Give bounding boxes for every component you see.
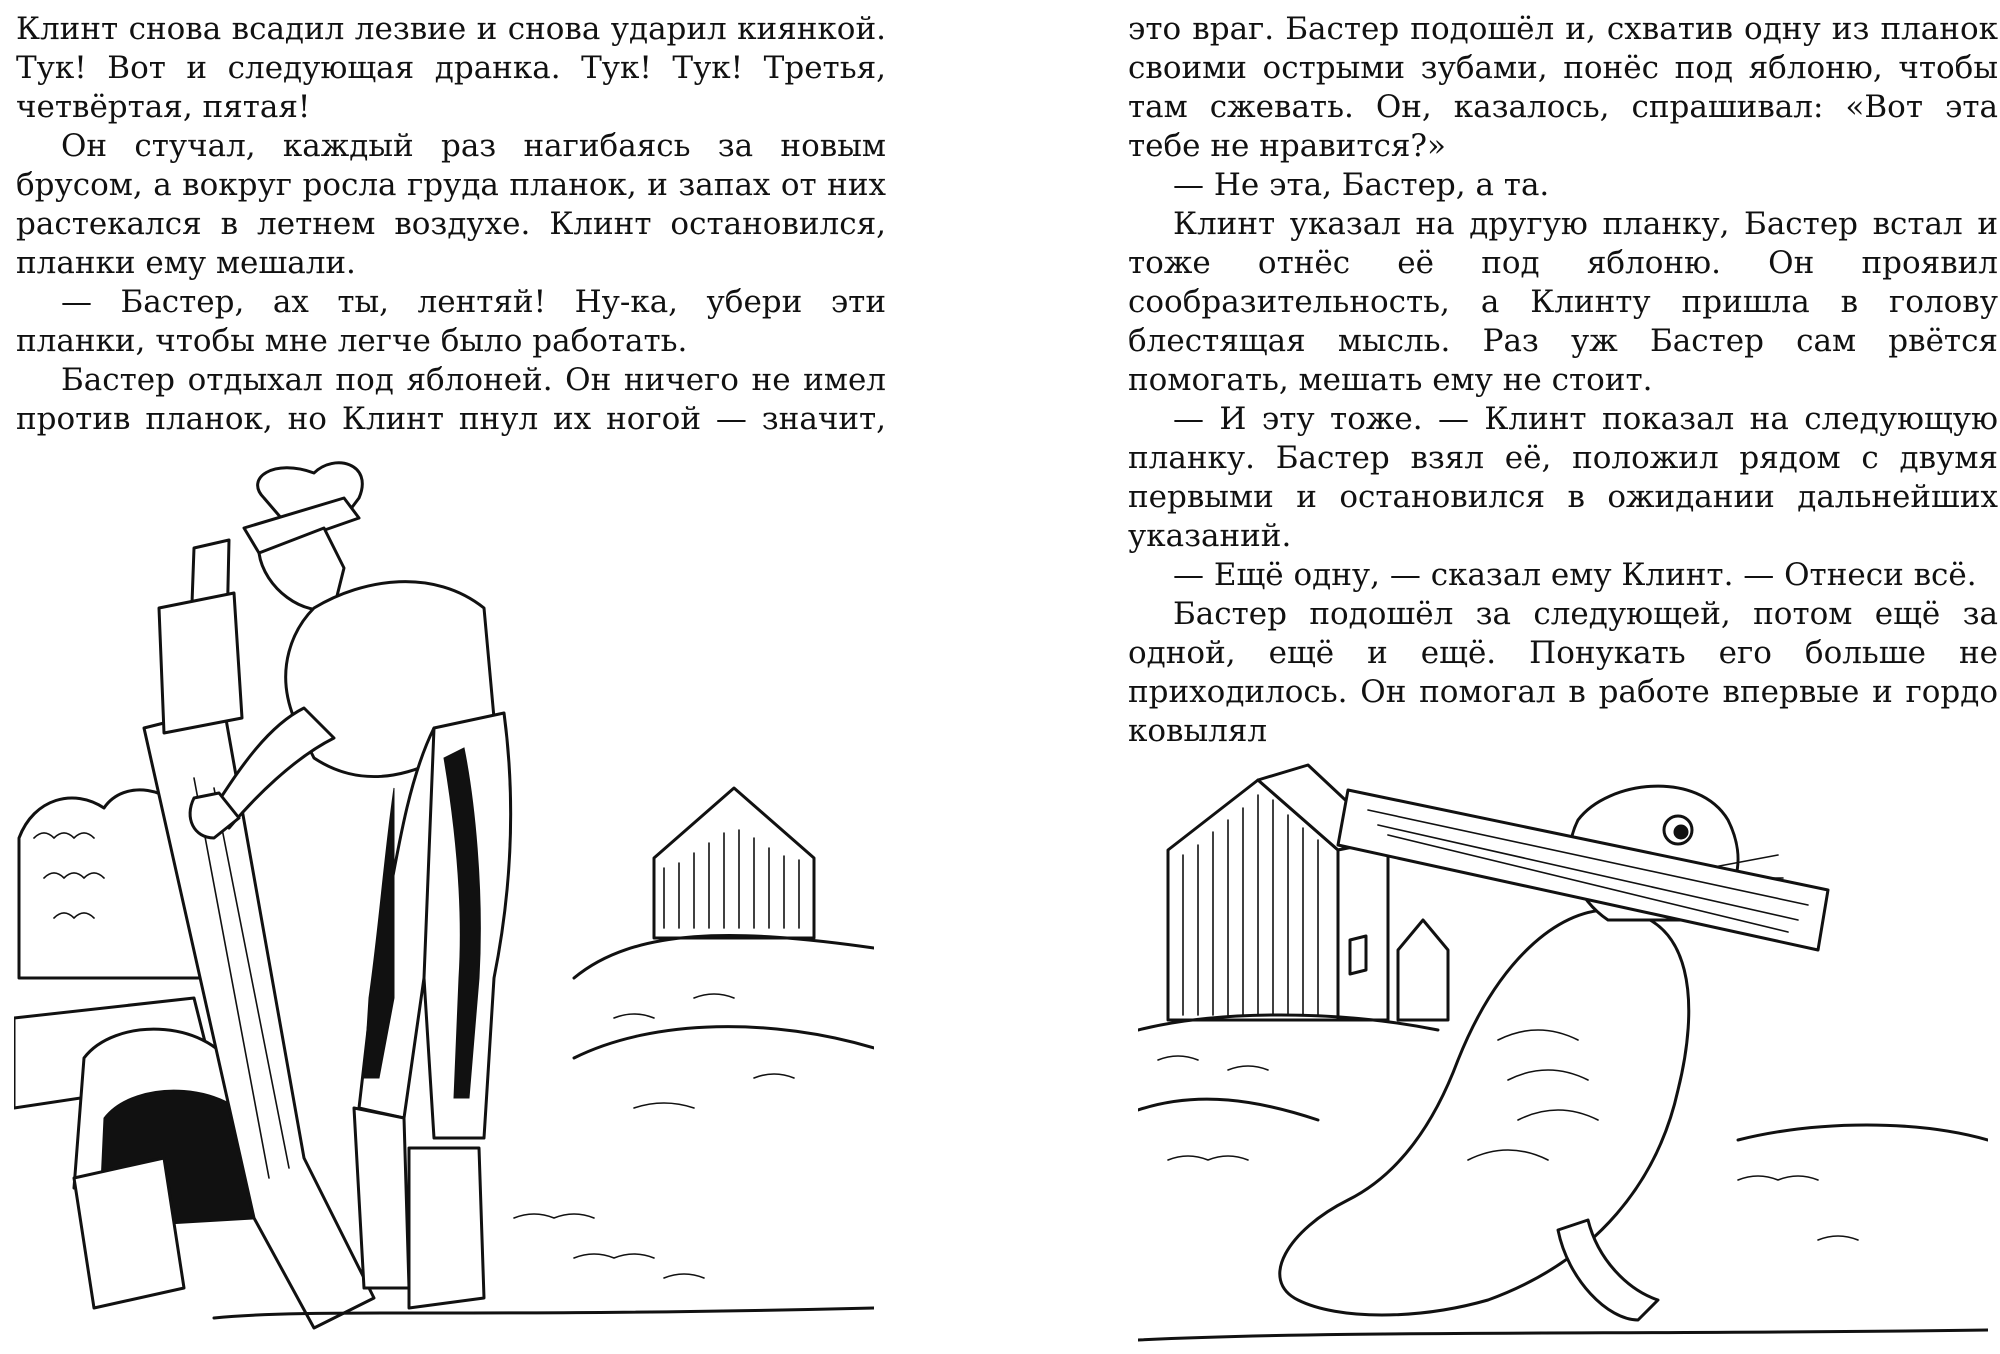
paragraph: — И эту тоже. — Клинт показал на следующую планку. Бастер взял её, положил рядом с двумя первыми и остановился в ожидании дальнейших указаний. [1128,401,1998,554]
illustration-man-splitting-shingles [14,458,874,1348]
paragraph: — Бастер, ах ты, лентяй! Ну-ка, убери эти планки, чтобы мне легче было работать. [16,284,886,359]
paragraph: Он стучал, каждый раз нагибаясь за новым брусом, а вокруг росла груда планок, и запах от них растекался в летнем воздухе. Клинт остановился, планки ему мешали. [16,128,886,281]
paragraph: это враг. Бастер подошёл и, схватив одну из планок своими острыми зубами, понёс под яблоню, чтобы там сжевать. Он, казалось, спрашивал: «Вот эта тебе не нравится?» [1128,11,1998,164]
paragraph: — Ещё одну, — сказал ему Клинт. — Отнеси всё. [1173,557,1977,593]
paragraph: Клинт снова всадил лезвие и снова ударил киянкой. Тук! Вот и следующая дранка. Тук! Тук! Третья, четвёртая, пятая! [16,11,886,125]
right-page-text [1128,10,1998,751]
paragraph: — Не эта, Бастер, а та. [1173,167,1550,203]
paragraph: Клинт указал на другую планку, Бастер встал и тоже отнёс её под яблоню. Он проявил сообразительность, а Клинту пришла в голову блестящая мысль. Раз уж Бастер сам рвётся помогать, мешать ему не стоит. [1128,206,1998,398]
paragraph: Бастер отдыхал под яблоней. Он ничего не имел против планок, но Клинт пнул их ногой — значит, [16,362,886,437]
left-page-text [16,10,886,439]
illustration-seal-with-plank [1138,760,1988,1350]
paragraph: Бастер подошёл за следующей, потом ещё за одной, ещё и ещё. Понукать его больше не приходилось. Он помогал в работе впервые и гордо ковылял [1128,596,1998,749]
